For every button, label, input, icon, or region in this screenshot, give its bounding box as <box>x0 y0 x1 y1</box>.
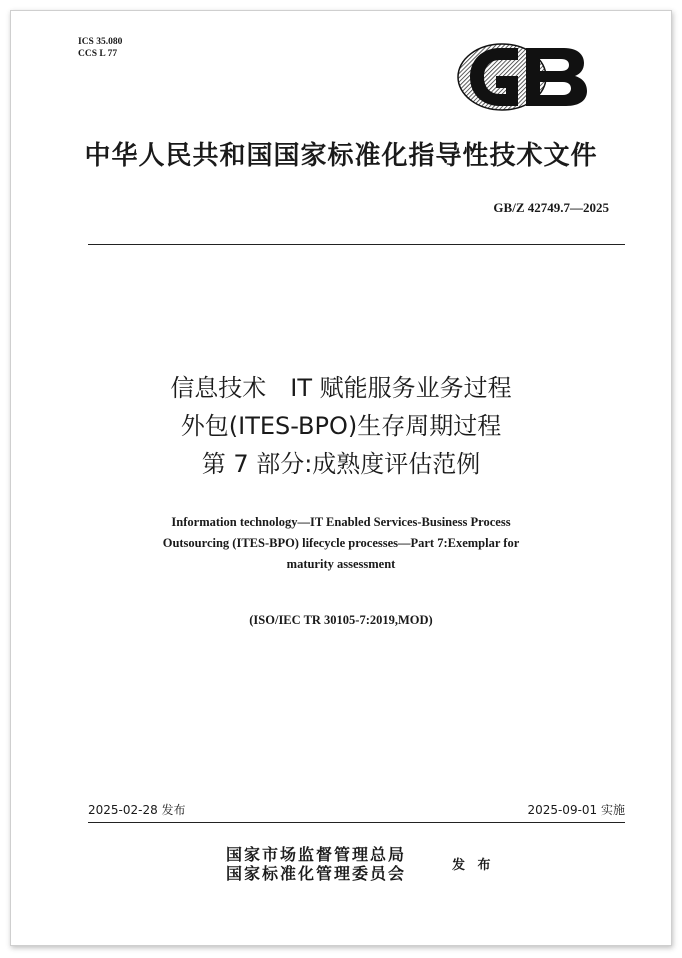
standard-number: GB/Z 42749.7—2025 <box>493 200 609 215</box>
issue-label: 发 布 <box>452 858 495 873</box>
chinese-title-line: 信息技术 IT 赋能服务业务过程 <box>170 374 512 402</box>
classification-codes <box>78 36 122 60</box>
adoption-reference: (ISO/IEC TR 30105-7:2019,MOD) <box>249 613 433 627</box>
ccs-code: CCS L 77 <box>78 49 118 59</box>
ics-code: ICS 35.080 <box>78 37 123 47</box>
gb-logo-icon <box>456 42 590 112</box>
chinese-title-line: 外包(ITES-BPO)生存周期过程 <box>180 412 502 440</box>
chinese-title-line: 第 7 部分:成熟度评估范例 <box>201 450 481 478</box>
english-title-line: maturity assessment <box>286 557 396 571</box>
issuing-authorities <box>226 845 406 883</box>
english-title-line: Outsourcing (ITES-BPO) lifecycle processes—Part 7:Exemplar for <box>162 536 520 550</box>
publication-date: 2025-02-28 发布 <box>88 803 186 817</box>
english-title-line: Information technology—IT Enabled Services-Business Process <box>171 515 511 529</box>
chinese-title <box>0 369 682 483</box>
issuer-name: 国家标准化管理委员会 <box>226 864 407 883</box>
issuer-name: 国家市场监督管理总局 <box>226 845 407 864</box>
bottom-divider <box>88 822 625 823</box>
top-divider <box>88 244 625 245</box>
implementation-date: 2025-09-01 实施 <box>527 803 625 817</box>
english-title <box>0 512 682 575</box>
organization-title: 中华人民共和国国家标准化指导性技术文件 <box>84 141 598 171</box>
